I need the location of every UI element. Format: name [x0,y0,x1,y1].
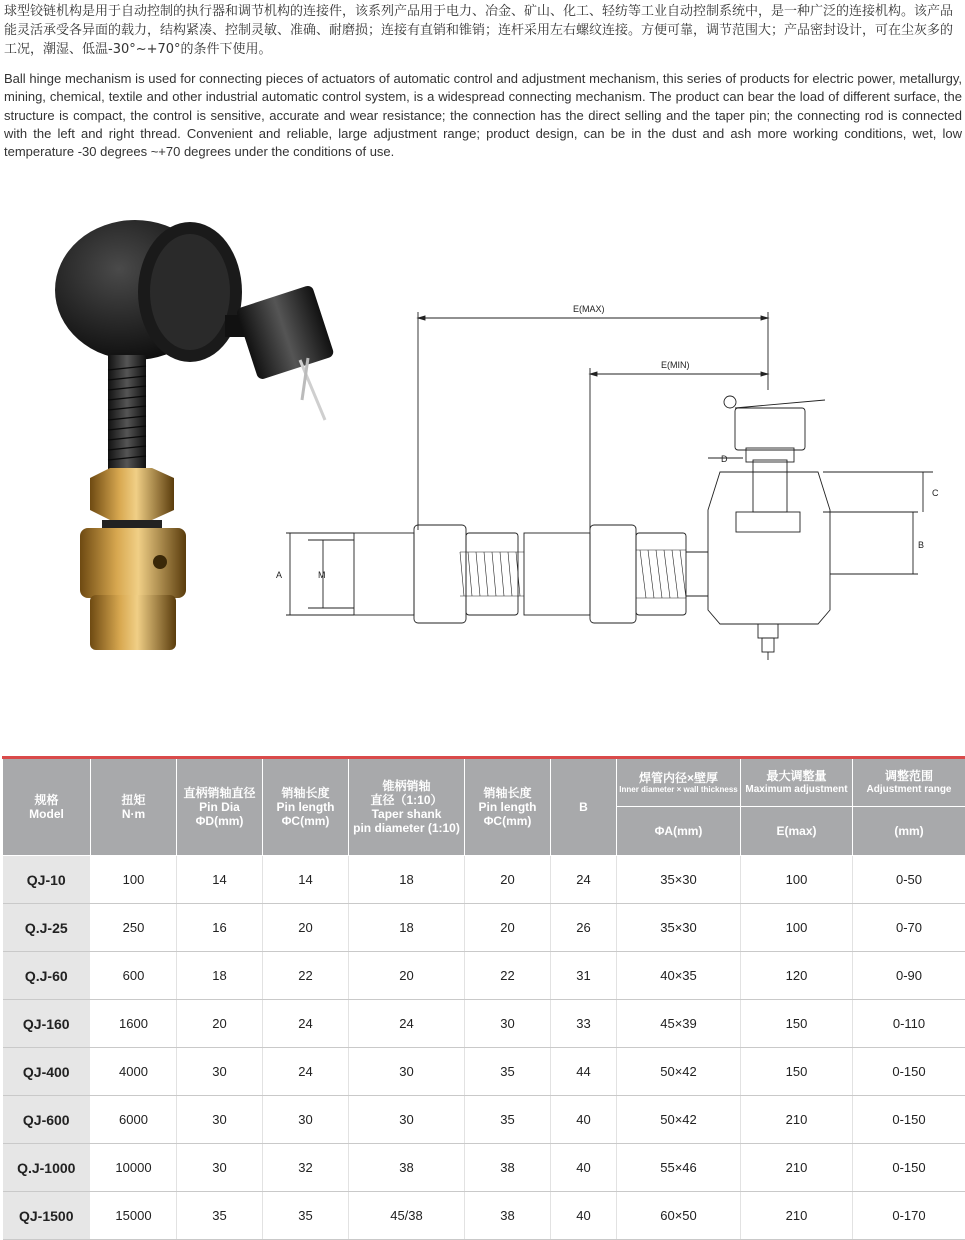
cell-max-adj: 150 [741,1048,853,1096]
emin-label: E(MIN) [661,360,690,370]
a-label: A [276,570,283,580]
cell-tube: 50×42 [617,1048,741,1096]
brass-sleeve [80,528,186,598]
cell-pin-len2: 35 [465,1048,551,1096]
cell-range: 0-150 [853,1096,965,1144]
cell-b: 40 [551,1192,617,1240]
spec-table-body [3,856,965,1240]
cell-torque: 6000 [91,1096,177,1144]
cell-max-adj: 100 [741,856,853,904]
c-label: C [932,488,939,498]
cell-pin-dia: 30 [177,1096,263,1144]
cell-pin-len2: 38 [465,1192,551,1240]
cell-taper-dia: 24 [349,1000,465,1048]
cell-pin-len: 35 [263,1192,349,1240]
cell-tube: 60×50 [617,1192,741,1240]
cell-torque: 1600 [91,1000,177,1048]
cell-b: 26 [551,904,617,952]
cell-torque: 250 [91,904,177,952]
col-header-pin-length-2: 销轴长度 Pin length ΦC(mm) [465,758,551,856]
table-row [3,1048,965,1096]
cell-range: 0-150 [853,1048,965,1096]
cell-model: QJ-1500 [3,1192,91,1240]
cell-pin-dia: 30 [177,1144,263,1192]
table-row [3,1192,965,1240]
cell-taper-dia: 38 [349,1144,465,1192]
cell-range: 0-70 [853,904,965,952]
cell-range: 0-170 [853,1192,965,1240]
m-label: M [318,570,326,580]
cell-pin-len2: 20 [465,904,551,952]
ball-end-outline [708,472,830,624]
cell-max-adj: 150 [741,1000,853,1048]
d-label: D [721,454,728,464]
cell-model: QJ-400 [3,1048,91,1096]
cell-range: 0-150 [853,1144,965,1192]
emax-label: E(MAX) [573,304,605,314]
cell-pin-len2: 20 [465,856,551,904]
cell-torque: 10000 [91,1144,177,1192]
cell-tube: 50×42 [617,1096,741,1144]
col-header-b: B [551,758,617,856]
cell-torque: 600 [91,952,177,1000]
cell-tube: 35×30 [617,856,741,904]
technical-drawing [268,290,965,660]
col-header-adjustment-range: 调整范围 Adjustment range [853,758,965,807]
cell-taper-dia: 20 [349,952,465,1000]
cell-pin-len2: 30 [465,1000,551,1048]
table-row [3,904,965,952]
intro-chinese: 球型铰链机构是用于自动控制的执行器和调节机构的连接件，该系列产品用于电力、冶金、矿山、化工、轻纺等工业自动控制系统中，是一种广泛的连接机构。该产品能灵活承受各异面的载力，结构紧凑、控制灵敏、准确、耐磨损；连接有直销和锥销；连杆采用左右螺纹连接。方便可靠，调节范围大；产品密封设计，可在尘灰多的工况，潮湿、低温-30°~+70°的条件下使用。 [4,4,954,57]
spec-table [2,756,965,1240]
cell-pin-dia: 20 [177,1000,263,1048]
cell-tube: 45×39 [617,1000,741,1048]
cell-range: 0-50 [853,856,965,904]
cell-taper-dia: 45/38 [349,1192,465,1240]
cell-b: 40 [551,1144,617,1192]
table-row [3,856,965,904]
cell-pin-dia: 14 [177,856,263,904]
col-unit-tube: ΦA(mm) [617,807,741,856]
cell-range: 0-90 [853,952,965,1000]
cell-max-adj: 210 [741,1192,853,1240]
col-header-max-adjustment: 最大调整量 Maximum adjustment [741,758,853,807]
cell-pin-dia: 18 [177,952,263,1000]
cell-pin-dia: 16 [177,904,263,952]
cell-max-adj: 100 [741,904,853,952]
cell-taper-dia: 30 [349,1048,465,1096]
col-header-taper-dia: 锥柄销轴 直径（1:10） Taper shank pin diameter (1:10) [349,758,465,856]
cell-range: 0-110 [853,1000,965,1048]
table-row [3,1000,965,1048]
cell-torque: 4000 [91,1048,177,1096]
cell-pin-len2: 35 [465,1096,551,1144]
table-row [3,1144,965,1192]
cell-model: Q.J-25 [3,904,91,952]
cell-b: 33 [551,1000,617,1048]
col-header-tube: 焊管内径×壁厚 Inner diameter × wall thickness [617,758,741,807]
cell-pin-len: 22 [263,952,349,1000]
cell-pin-len: 14 [263,856,349,904]
cell-tube: 40×35 [617,952,741,1000]
cell-max-adj: 120 [741,952,853,1000]
cell-tube: 35×30 [617,904,741,952]
cell-pin-dia: 35 [177,1192,263,1240]
cell-pin-len: 24 [263,1048,349,1096]
cell-pin-len2: 22 [465,952,551,1000]
cell-pin-len: 30 [263,1096,349,1144]
cell-pin-len: 20 [263,904,349,952]
cell-max-adj: 210 [741,1144,853,1192]
cell-model: Q.J-60 [3,952,91,1000]
col-header-pin-dia: 直柄销轴直径 Pin Dia ΦD(mm) [177,758,263,856]
cell-b: 31 [551,952,617,1000]
cell-pin-dia: 30 [177,1048,263,1096]
cell-tube: 55×46 [617,1144,741,1192]
col-header-pin-length: 销轴长度 Pin length ΦC(mm) [263,758,349,856]
cell-b: 44 [551,1048,617,1096]
col-header-torque: 扭矩 N·m [91,758,177,856]
cell-taper-dia: 18 [349,904,465,952]
col-header-model: 规格 Model [3,758,91,856]
col-unit-max-adjustment: E(max) [741,807,853,856]
table-row [3,1096,965,1144]
cell-torque: 100 [91,856,177,904]
cell-taper-dia: 18 [349,856,465,904]
cell-model: QJ-10 [3,856,91,904]
cell-model: Q.J-1000 [3,1144,91,1192]
header-row [3,758,965,807]
col-unit-adjustment-range: (mm) [853,807,965,856]
cell-max-adj: 210 [741,1096,853,1144]
b-label: B [918,540,925,550]
cell-torque: 15000 [91,1192,177,1240]
lock-nut [90,468,174,520]
cell-model: QJ-600 [3,1096,91,1144]
cell-b: 40 [551,1096,617,1144]
intro-english: Ball hinge mechanism is used for connecting pieces of actuators of automatic control and adjustment mechanism, this series of products for electric power, metallurgy, mining, chemical, textile and other industrial automatic control system, is a widespread connecting mechanism. The product can bear the load of different surface, the structure is compact, the control is sensitive, accurate and wear resistance; the connection has the direct selling and the taper pin; the connecting rod is connected with the left and right thread. Convenient and reliable, large adjustment range; product design, can be in the dust and ash more working conditions, wet, low temperature -30 degrees ~+70 degrees under the conditions of use. [4,71,962,160]
cell-pin-len: 24 [263,1000,349,1048]
cell-taper-dia: 30 [349,1096,465,1144]
cell-model: QJ-160 [3,1000,91,1048]
table-row [3,952,965,1000]
cell-pin-len: 32 [263,1144,349,1192]
cell-b: 24 [551,856,617,904]
cell-pin-len2: 38 [465,1144,551,1192]
